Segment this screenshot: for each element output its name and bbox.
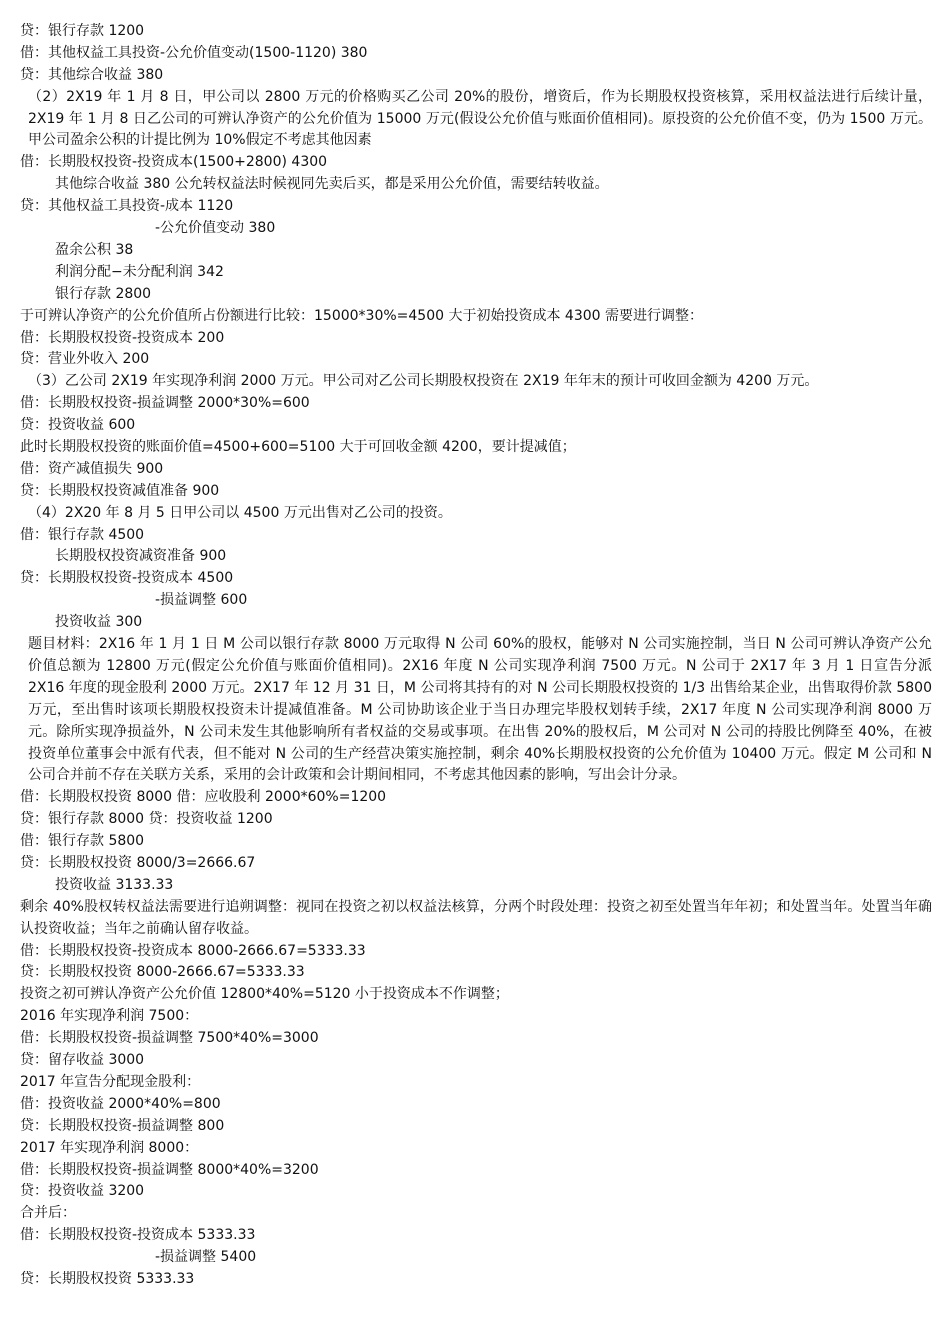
text-line: 贷：长期股权投资减值准备 900 [20,482,220,499]
text-line: 投资收益 3133.33 [55,876,174,893]
text-line: 借：其他权益工具投资-公允价值变动(1500-1120) 380 [20,44,368,61]
text-line: 借：长期股权投资-损益调整 7500*40%=3000 [20,1030,319,1047]
paragraph: 剩余 40%股权转权益法需要进行追朔调整：视同在投资之初以权益法核算，分两个时段处理：投资之初至处置当年年初；和处置当年。处置当年确认投资收益；当年之前确认留存收益。 [20,898,932,937]
document-page [20,21,932,1291]
text-line: 贷：其他权益工具投资-成本 1120 [20,198,234,215]
text-line: 贷：银行存款 8000 贷：投资收益 1200 [20,811,273,828]
text-line: 借：长期股权投资-投资成本(1500+2800) 4300 [20,154,328,171]
text-line: 2016 年实现净利润 7500： [20,1008,199,1025]
text-line: 2017 年宣告分配现金股利： [20,1073,201,1090]
text-line: 借：长期股权投资-损益调整 8000*40%=3200 [20,1161,319,1178]
text-line: （3）乙公司 2X19 年实现净利润 2000 万元。甲公司对乙公司长期股权投资在 2X19 年年末的预计可收回金额为 4200 万元。 [28,373,819,390]
text-line: 贷：长期股权投资 5333.33 [20,1270,195,1287]
text-line: 借：长期股权投资 8000 借：应收股利 2000*60%=1200 [20,789,387,806]
text-line: （4）2X20 年 8 月 5 日甲公司以 4500 万元出售对乙公司的投资。 [28,504,452,521]
text-line: 长期股权投资减资准备 900 [55,548,227,565]
text-line: -公允价值变动 380 [155,220,276,237]
text-line: 贷：投资收益 3200 [20,1183,145,1200]
text-line: 借：银行存款 5800 [20,833,145,850]
text-line: 贷：其他综合收益 380 [20,66,164,83]
paragraph: （2）2X19 年 1 月 8 日，甲公司以 2800 万元的价格购买乙公司 20%的股份，增资后，作为长期股权投资核算，采用权益法进行后续计量，2X19 年 1 月 8 日乙公司的可辨认净资产的公允价值为 15000 万元(假设公允价值与账面价值相同)。原投资的公允价值不变，仍为 1500 万元。甲公司盈余公积的计提比例为 10%假定不考虑其他因素 [28,88,932,149]
text-line: 贷：长期股权投资-投资成本 4500 [20,570,234,587]
paragraph: 题目材料：2X16 年 1 月 1 日 M 公司以银行存款 8000 万元取得 N 公司 60%的股权，能够对 N 公司实施控制，当日 N 公司可辨认净资产公允价值总额为 12800 万元(假定公允价值与账面价值相同)。2X16 年度 N 公司实现净利润 7500 万元。N 公司于 2X17 年 3 月 1 日宣告分派 2X16 年度的现金股利 2000 万元。2X17 年 12 月 31 日，M 公司将其持有的对 N 公司长期股权投资的 1/3 出售给某企业，出售取得价款 5800 万元，至出售时该项长期股权投资未计提减值准备。M 公司协助该企业于当日办理完毕股权划转手续，2X17 年度 N 公司实现净利润 8000 万元。除所实现净损益外，N 公司未发生其他影响所有者权益的交易或事项。在出售 20%的股权后，M 公司对 N 公司的持股比例降至 40%，在被投资单位董事会中派有代表，但不能对 N 公司的生产经营决策实施控制，剩余 40%长期股权投资的公允价值为 10400 万元。假定 M 公司和 N 公司合并前不存在关联方关系，采用的会计政策和会计期间相同，不考虑其他因素的影响，写出会计分录。 [28,635,932,784]
text-line: 贷：留存收益 3000 [20,1052,145,1069]
text-line: 借：长期股权投资-投资成本 5333.33 [20,1227,256,1244]
text-line: 贷：投资收益 600 [20,417,136,434]
text-line: 贷：营业外收入 200 [20,351,150,368]
text-line: -损益调整 5400 [155,1249,257,1266]
text-line: 借：银行存款 4500 [20,526,145,543]
text-line: 银行存款 2800 [55,285,152,302]
text-line: 贷：长期股权投资 8000/3=2666.67 [20,855,256,871]
text-line: 借：长期股权投资-损益调整 2000*30%=600 [20,395,310,412]
text-line: 利润分配−未分配利润 342 [55,263,224,280]
text-line: 合并后： [20,1205,76,1222]
text-line: 贷：长期股权投资 8000-2666.67=5333.33 [20,964,305,981]
text-line: 投资收益 300 [55,614,143,631]
text-line: 盈余公积 38 [55,241,134,258]
text-line: 此时长期股权投资的账面价值=4500+600=5100 大于可回收金额 4200，要计提减值； [20,438,576,455]
text-line: 其他综合收益 380 公允转权益法时候视同先卖后买，都是采用公允价值，需要结转收益。 [55,176,609,193]
text-line: 借：资产减值损失 900 [20,460,164,477]
text-line: 贷：长期股权投资-损益调整 800 [20,1117,225,1134]
text-line: 于可辨认净资产的公允价值所占份额进行比较：15000*30%=4500 大于初始投资成本 4300 需要进行调整： [20,307,703,324]
text-line: 贷：银行存款 1200 [20,23,145,39]
text-line: 借：投资收益 2000*40%=800 [20,1095,221,1112]
text-line: -损益调整 600 [155,592,248,609]
text-line: 2017 年实现净利润 8000： [20,1139,199,1156]
text-line: 借：长期股权投资-投资成本 200 [20,329,225,346]
text-line: 投资之初可辨认净资产公允价值 12800*40%=5120 小于投资成本不作调整； [20,986,509,1003]
text-line: 借：长期股权投资-投资成本 8000-2666.67=5333.33 [20,942,366,959]
